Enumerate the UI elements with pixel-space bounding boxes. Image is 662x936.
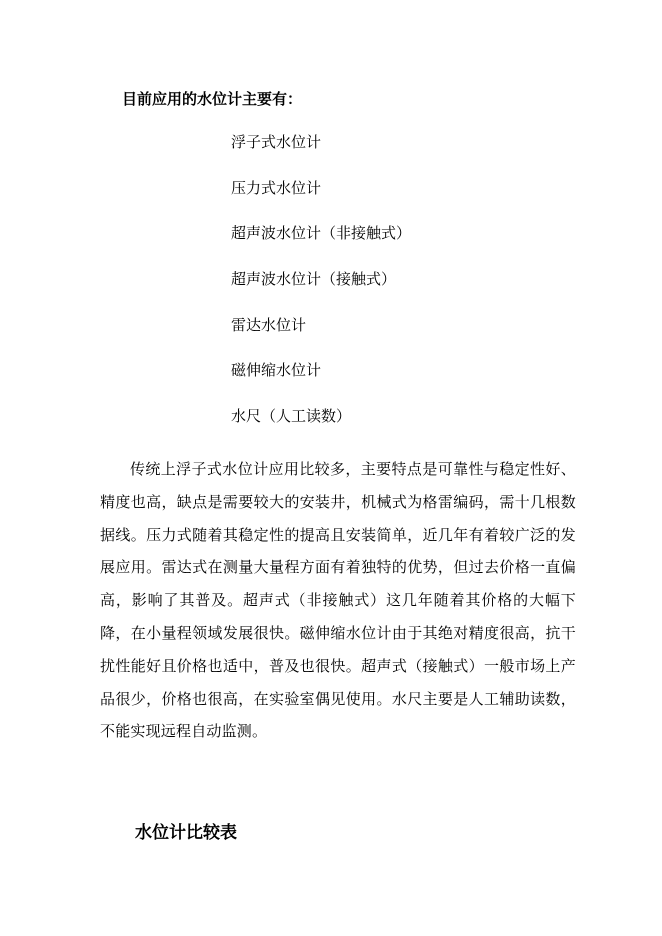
list-item: 雷达水位计 [231, 315, 307, 334]
list-item: 浮子式水位计 [231, 133, 322, 151]
list-item: 磁伸缩水位计 [231, 361, 322, 380]
list-item: 超声波水位计（接触式） [231, 270, 397, 289]
water-level-gauge-types-list [231, 131, 411, 451]
list-item: 超声波水位计（非接触式） [231, 224, 412, 243]
list-item: 压力式水位计 [231, 178, 322, 197]
intro-heading: 目前应用的水位计主要有： [122, 90, 303, 108]
list-item: 水尺（人工读数） [231, 407, 352, 426]
body-paragraph: 传统上浮子式水位计应用比较多，主要特点是可靠性与稳定性好、精度也高，缺点是需要较大的安装井，机械式为格雷编码，需十几根数据线。压力式随着其稳定性的提高且安装简单，近几年有着较广泛的发展应用。雷达式在测量大量程方面有着独特的优势，但过去价格一直偏高，影响了其普及。超声式（非接触式）这几年随着其价格的大幅下降，在小量程领域发展很快。磁伸缩水位计由于其绝对精度很高，抗干扰性能好且价格也适中，普及也很快。超声式（接触式）一般市场上产品很少，价格也很高，在实验室偶见使用。水尺主要是人工辅助读数，不能实现远程自动监测。 [100, 460, 576, 741]
section-heading: 水位计比较表 [135, 823, 237, 843]
